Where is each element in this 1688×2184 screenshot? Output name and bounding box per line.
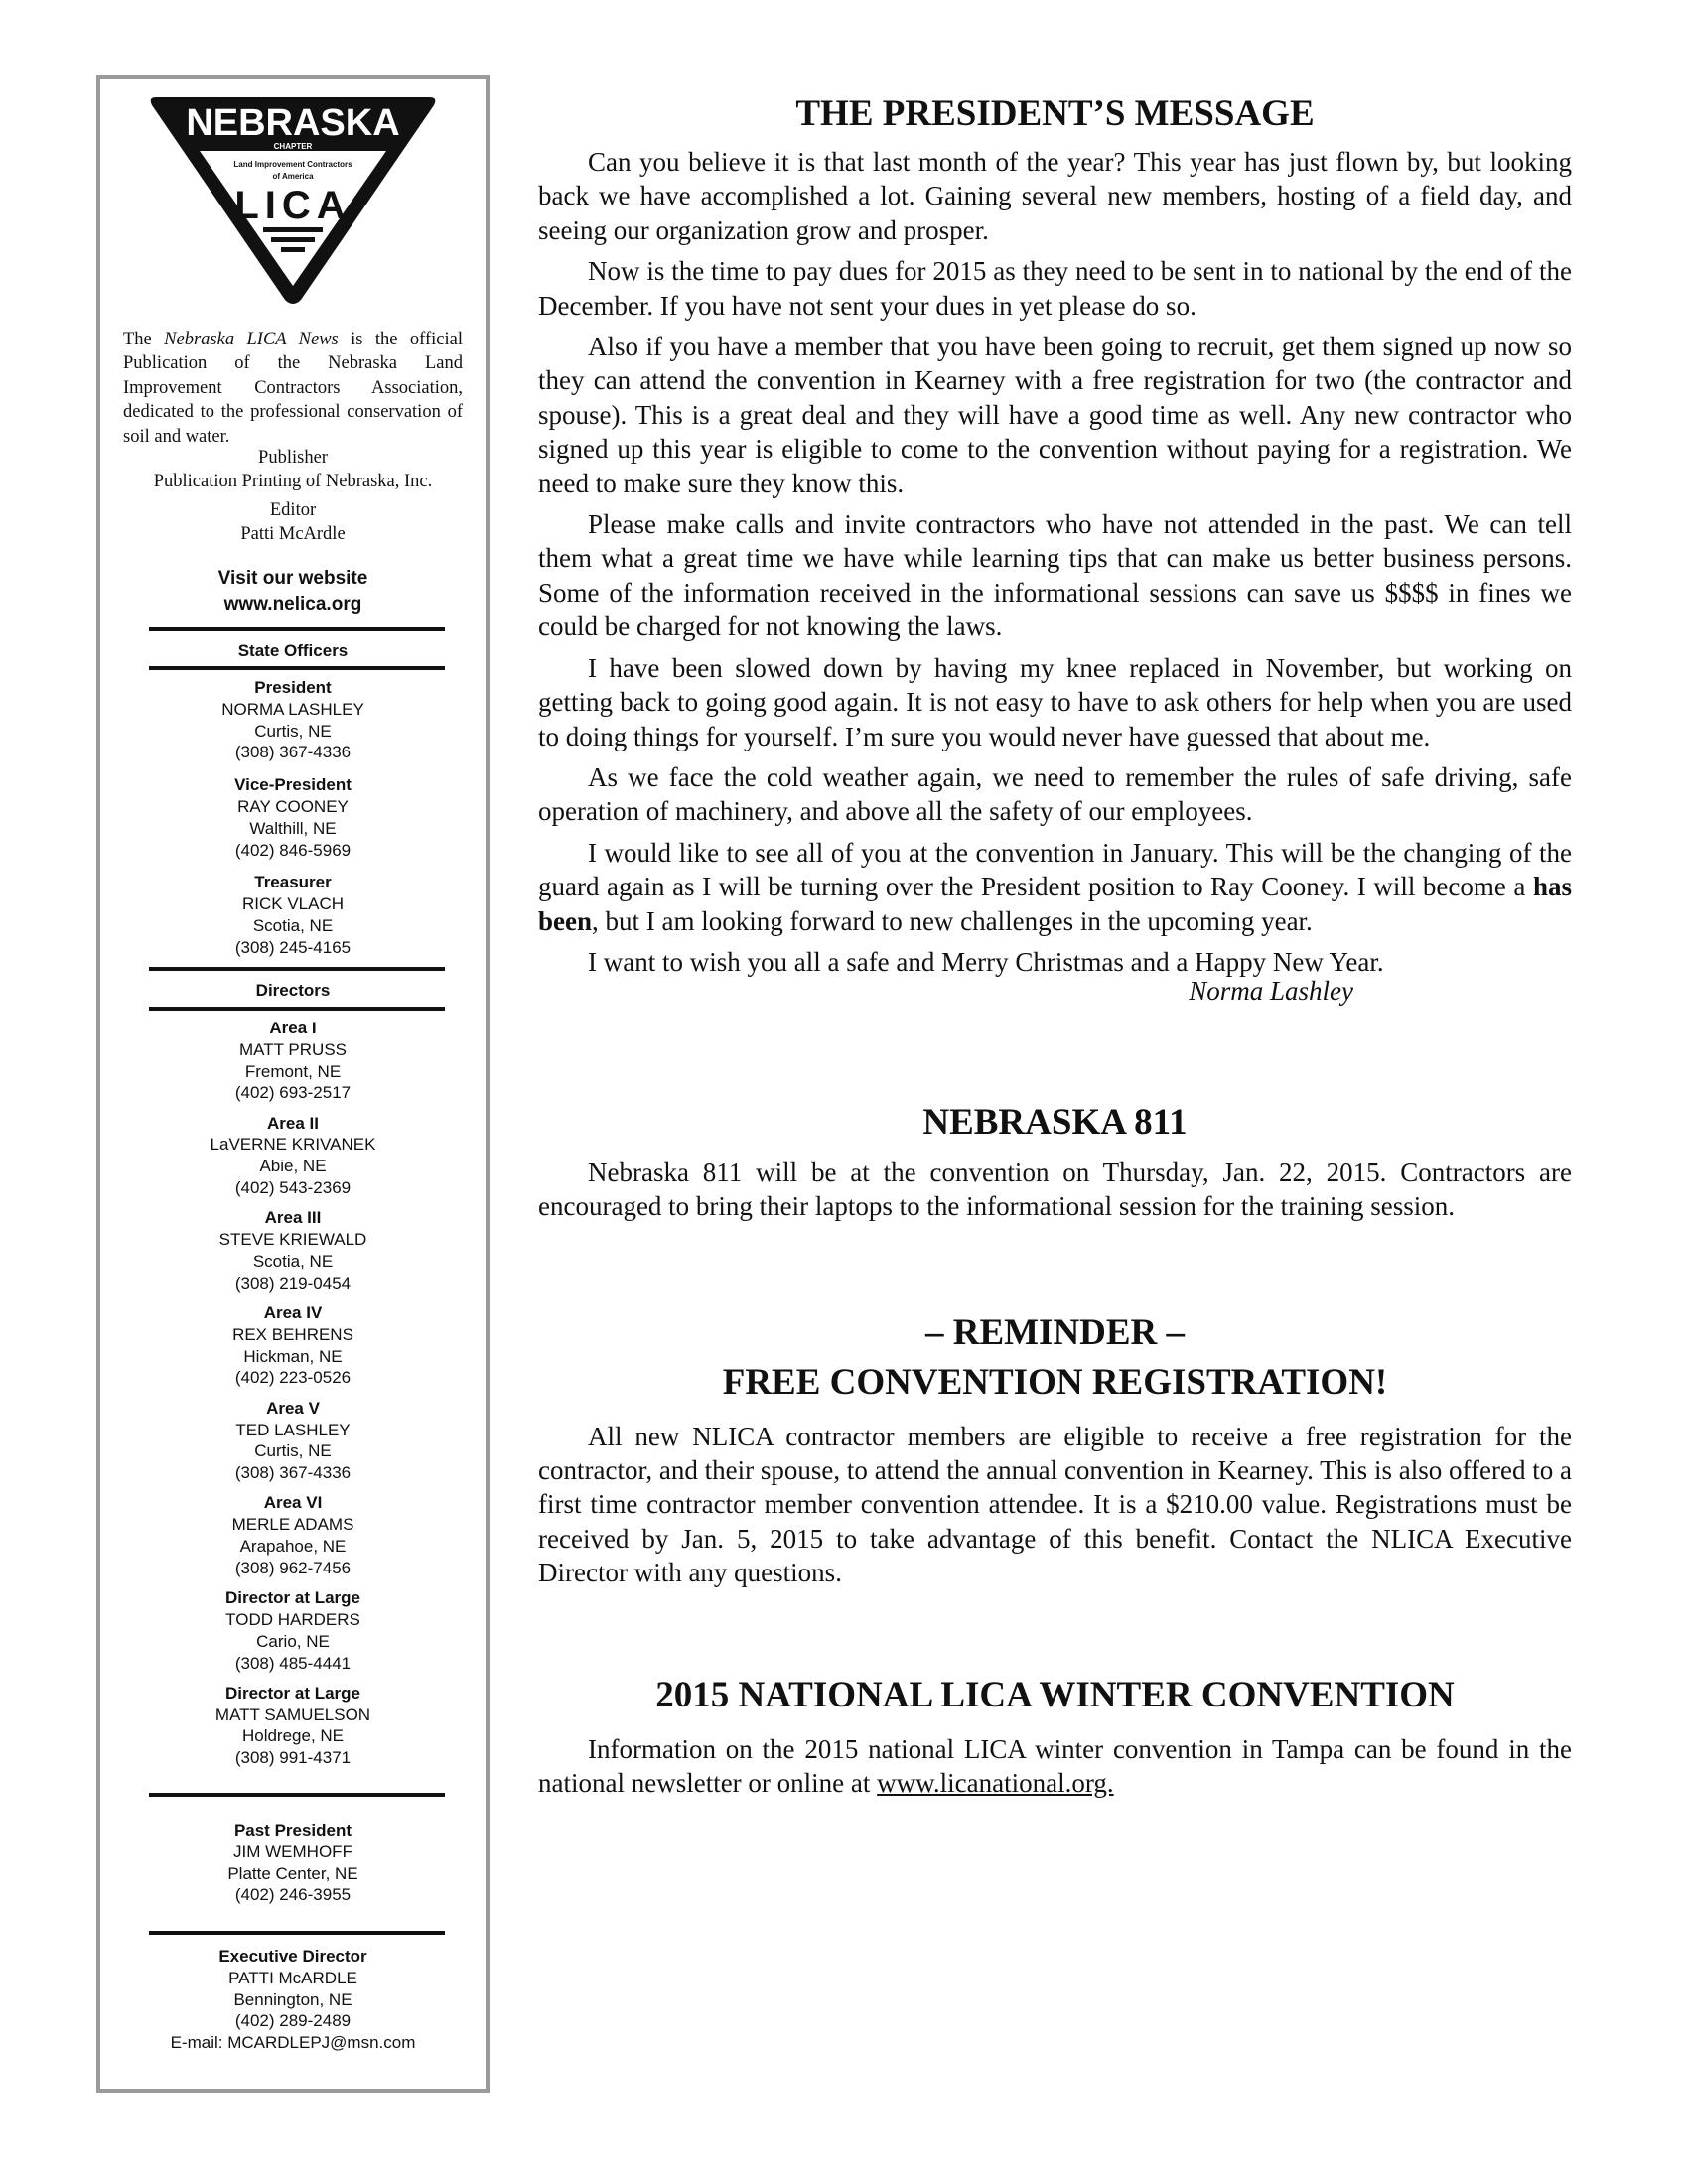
paragraph: I want to wish you all a safe and Merry Christmas and a Happy New Year. [588,946,1384,977]
director-entry: Director at Large TODD HARDERS Cario, NE (308) 485-4441 [224,1588,361,1673]
email-link[interactable]: E-mail: MCARDLEPJ@msn.com [170,2033,416,2053]
divider [149,1931,445,1935]
publisher-info: Publisher Publication Printing of Nebraska, Inc. Editor Patti McArdle [153,448,433,545]
officers-list [100,677,486,970]
paragraph: Please make calls and invite contractors who have not attended in the past. We can tell them what a great time we have while learning tips that can make us better business persons. Some of the information received in the informational sessions can save us $$$$ in fines we could be charged for not knowing the laws. [538,509,1572,642]
divider [149,627,445,631]
publication-statement: The Nebraska LICA News is the official Publication of the Nebraska Land Improvement Contractors Association, dedicated to the professional conservation of soil and water. [123,330,463,447]
website-link[interactable]: www.nelica.org [223,594,362,614]
presidents-message-heading: THE PRESIDENT’S MESSAGE [795,93,1315,134]
lica-national-link[interactable]: www.licanational.org. [877,1768,1114,1798]
divider [149,1007,445,1011]
state-officers-heading: State Officers [237,641,349,660]
directors-list [100,1018,486,1778]
officer-entry: Vice-President RAY COONEY Walthill, NE (402) 846-5969 [234,775,352,860]
paragraph: All new NLICA contractor members are eligible to receive a free registration for the contractor, and their spouse, to attend the annual convention in Kearney. This is also offered to a first time contractor member convention attendee. It is a $210.00 value. Registrations must be received by Jan. 5, 2015 to take advantage of this benefit. Contact the NLICA Executive Director with any questions. [538,1421,1572,1588]
officer-entry: President NORMA LASHLEY Curtis, NE (308) 367-4336 [221,678,364,762]
director-entry: Area II LaVERNE KRIVANEK Abie, NE (402) 543-2369 [210,1113,376,1198]
executive-director-entry: Executive Director PATTI McARDLE Bennington, NE (402) 289-2489 E-mail: MCARDLEPJ@msn.com [100,1946,486,2054]
website-block: Visit our website www.nelica.org [100,566,486,617]
logo-lica: LICA [234,184,352,227]
officer-entry: Treasurer RICK VLACH Scotia, NE (308) 245-4165 [234,873,352,957]
free-registration-heading: FREE CONVENTION REGISTRATION! [722,1361,1388,1403]
paragraph: Can you believe it is that last month of the year? This year has just flown by, but looking back we have accomplished a lot. Gaining several new members, hosting of a field day, and seeing our organization grow and prosper. [538,147,1572,245]
director-entry: Area III STEVE KRIEWALD Scotia, NE (308) 219-0454 [218,1208,367,1293]
past-president-entry: Past President JIM WEMHOFF Platte Center, NE (402) 246-3955 [227,1821,358,1905]
director-entry: Director at Large MATT SAMUELSON Holdrege, NE (308) 991-4371 [214,1683,371,1768]
director-entry: Area I MATT PRUSS Fremont, NE (402) 693-2517 [234,1019,352,1103]
sidebar [96,75,490,2093]
paragraph: Now is the time to pay dues for 2015 as they need to be sent in to national by the end of the December. If you have not sent your dues in yet please do so. [538,256,1572,321]
divider [149,967,445,971]
paragraph: I would like to see all of you at the convention in January. This will be the changing of the guard again as I will be turning over the President position to Ray Cooney. I will become a has been, but I am looking forward to new challenges in the upcoming year. [538,837,1572,936]
divider [149,1793,445,1797]
paragraph: Also if you have a member that you have been going to recruit, get them signed up now so they can attend the convention in Kearney with a free registration for two (the contractor and spouse). This is a great deal and they will have a good time as well. Any new contractor who signed up this year is eligible to come to the convention without paying for a registration. We need to make sure they know this. [538,332,1572,498]
reminder-heading: – REMINDER – [924,1311,1186,1353]
logo-line1: Land Improvement Contractors [233,160,352,169]
paragraph: As we face the cold weather again, we need to remember the rules of safe driving, safe operation of machinery, and above all the safety of our employees. [538,761,1572,827]
main-content [538,91,1572,1807]
paragraph: Information on the 2015 national LICA winter convention in Tampa can be found in the national newsletter or online at www.licanational.org. [538,1733,1572,1798]
signature: Norma Lashley [1189,976,1353,1007]
divider [149,666,445,670]
directors-heading: Directors [255,981,331,1000]
nebraska-811-heading: NEBRASKA 811 [922,1101,1188,1143]
director-entry: Area VI MERLE ADAMS Arapahoe, NE (308) 962-7456 [231,1493,354,1577]
national-convention-heading: 2015 NATIONAL LICA WINTER CONVENTION [655,1674,1455,1715]
logo-line2: of America [272,172,314,181]
logo-title: NEBRASKA [186,102,400,144]
paragraph: Nebraska 811 will be at the convention on Thursday, Jan. 22, 2015. Contractors are encouraged to bring their laptops to the informational session for the training session. [538,1157,1572,1222]
paragraph: I have been slowed down by having my knee replaced in November, but working on getting back to going good again. It is not easy to have to ask others for help when you are used to doing things for yourself. I’m sure you would never have guessed that about me. [538,652,1572,751]
logo-chapter: CHAPTER [273,142,313,151]
director-entry: Area V TED LASHLEY Curtis, NE (308) 367-4336 [234,1398,352,1483]
nebraska-lica-logo [146,91,440,308]
director-entry: Area IV REX BEHRENS Hickman, NE (402) 223-0526 [232,1303,353,1388]
